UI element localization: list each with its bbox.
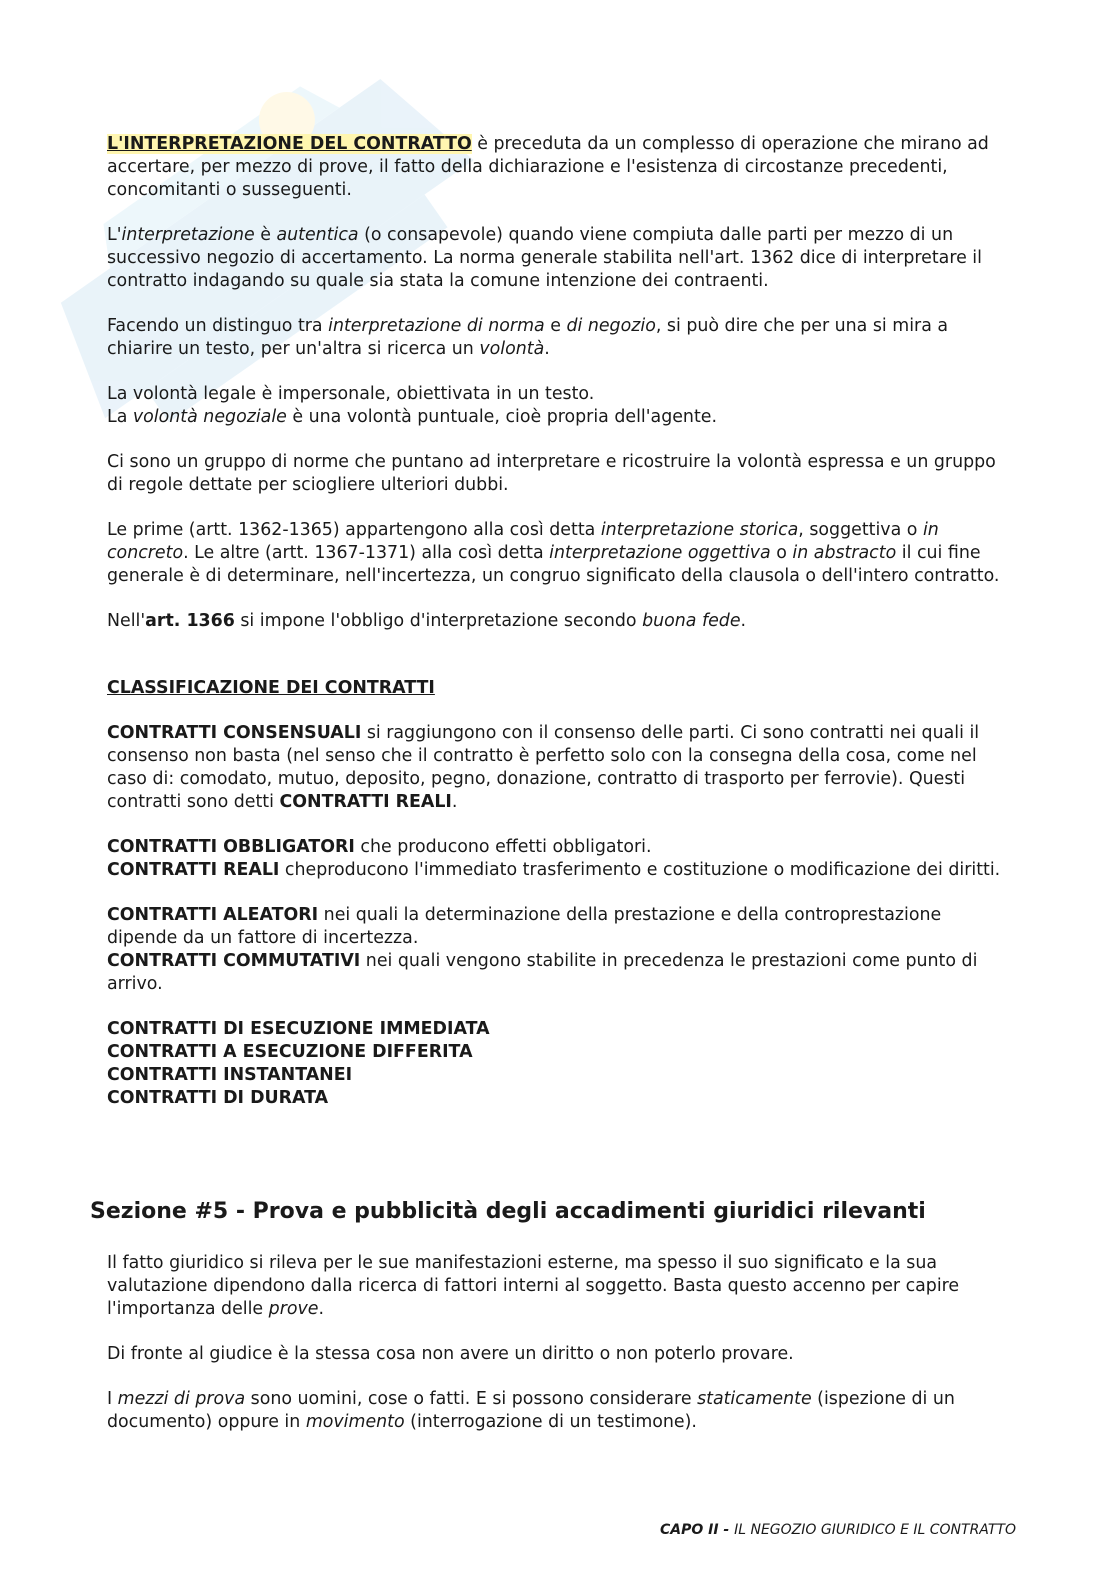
text-fragment-italic: mezzi di prova (117, 1389, 246, 1409)
main-content (107, 133, 1017, 1132)
text-fragment: nei quali la determinazione della prestazione e della controprestazione dipende da un fattore di incertezza. (107, 905, 942, 948)
text-fragment: cheproducono l'immediato trasferimento e costituzione o modificazione dei diritti. (279, 860, 1001, 880)
paragraph-historic-objective (107, 519, 1017, 588)
contract-type-item: CONTRATTI A ESECUZIONE DIFFERITA (107, 1042, 473, 1062)
text-fragment-italic: movimento (305, 1412, 405, 1432)
paragraph-interpretation-intro (107, 133, 1017, 202)
text-fragment-bold: CONTRATTI OBBLIGATORI (107, 837, 355, 857)
text-fragment: è (254, 225, 277, 245)
text-fragment: . (544, 339, 550, 359)
text-fragment: e (544, 316, 567, 336)
footer-chapter: CAPO II - (659, 1522, 735, 1538)
text-fragment: (o consapevole) quando viene compiuta dalle parti per mezzo di un successivo negozio di accertamento. La norma generale stabilita nell'art. 1362 dice di interpretare il contratto indagando su quale sia stata la comune intenzione dei contraenti. (107, 225, 982, 291)
text-fragment: , si può dire che per una si mira a chiarire un testo, per un'altra si ricerca un (107, 316, 949, 359)
text-fragment-bold: art. 1366 (145, 611, 235, 631)
paragraph-norm-vs-negozio (107, 315, 1017, 361)
paragraph-obligatory-real (107, 836, 1017, 882)
text-fragment-italic: di negozio (566, 316, 656, 336)
text-fragment-italic: interpretazione oggettiva (549, 543, 771, 563)
text-fragment: . (740, 611, 747, 631)
text-fragment: I (107, 1389, 118, 1409)
text-fragment: L' (107, 225, 122, 245)
text-fragment: il cui fine generale è di determinare, nell'incertezza, un congruo significato della clausola o dell'intero contratto. (107, 543, 1000, 586)
paragraph-text: è preceduta da un complesso di operazione che mirano ad accertare, per mezzo di prove, il fatto della dichiarazione e l'esistenza di circostanze precedenti, concomitanti o susseguenti. (107, 134, 989, 200)
text-fragment: . (318, 1299, 325, 1319)
section-title: Sezione #5 - Prova e pubblicità degli accadimenti giuridici rilevanti (90, 1199, 926, 1224)
page-footer (660, 1522, 1016, 1538)
text-fragment: Le prime (artt. 1362-1365) appartengono alla così detta (107, 520, 601, 540)
text-fragment-italic: volontà (479, 339, 545, 359)
paragraph-aleatory-commutative (107, 904, 1017, 996)
section-content (107, 1252, 1017, 1456)
text-fragment-bold: CONTRATTI COMMUTATIVI (107, 951, 361, 971)
contract-type-item: CONTRATTI DI DURATA (107, 1088, 329, 1108)
paragraph-legal-fact (107, 1252, 1017, 1321)
text-fragment-italic: interpretazione (121, 225, 255, 245)
paragraph-consensual (107, 722, 1017, 814)
text-fragment-italic: prove (268, 1299, 319, 1319)
text-fragment-italic: staticamente (697, 1389, 812, 1409)
text-fragment: , soggettiva o (798, 520, 923, 540)
text-fragment: La (107, 407, 133, 427)
text-fragment: Facendo un distinguo tra (107, 316, 329, 336)
text-fragment-bold: CONTRATTI REALI (107, 860, 280, 880)
text-fragment-bold: CONTRATTI ALEATORI (107, 905, 319, 925)
text-fragment-italic: interpretazione di norma (328, 316, 545, 336)
paragraph-means-of-proof (107, 1388, 1017, 1434)
paragraph-volonta (107, 383, 1017, 429)
text-fragment: nei quali vengono stabilite in precedenza le prestazioni come punto di arrivo. (107, 951, 978, 994)
footer-title: IL NEGOZIO GIURIDICO E IL CONTRATTO (734, 1522, 1016, 1538)
contract-types-list (107, 1018, 1017, 1110)
text-fragment: Nell' (107, 611, 146, 631)
text-fragment: . Le altre (artt. 1367-1371) alla così detta (183, 543, 550, 563)
text-fragment-italic: volontà negoziale (132, 407, 287, 427)
text-fragment-italic: autentica (276, 225, 359, 245)
text-fragment: (interrogazione di un testimone). (404, 1412, 697, 1432)
paragraph-authentic-interpretation (107, 224, 1017, 293)
text-line: La volontà legale è impersonale, obiettivata in un testo. (107, 384, 595, 404)
text-fragment: si raggiungono con il consenso delle parti. Ci sono contratti nei quali il consenso non basta (nel senso che il contratto è perfetto solo con la consegna della cosa, come nel caso di: comodato, mutuo, deposito, pegno, donazione, contratto di trasporto per ferrovie). Questi contratti sono detti (107, 723, 980, 812)
paragraph-norm-groups: Ci sono un gruppo di norme che puntano ad interpretare e ricostruire la volontà espressa e un gruppo di regole dettate per sciogliere ulteriori dubbi. (107, 452, 996, 495)
text-fragment: sono uomini, cose o fatti. E si possono considerare (245, 1389, 698, 1409)
text-fragment: si impone l'obbligo d'interpretazione secondo (234, 611, 643, 631)
classification-heading (107, 677, 1017, 700)
text-fragment: che producono effetti obbligatori. (354, 837, 652, 857)
text-fragment-italic: in abstracto (792, 543, 897, 563)
text-fragment-italic: buona fede (642, 611, 741, 631)
paragraph-judge: Di fronte al giudice è la stessa cosa non avere un diritto o non poterlo provare. (107, 1344, 794, 1364)
contract-type-item: CONTRATTI INSTANTANEI (107, 1065, 353, 1085)
text-fragment: è una volontà puntuale, cioè propria dell'agente. (286, 407, 717, 427)
paragraph-art-1366 (107, 610, 1017, 633)
text-fragment-italic: in concreto (107, 520, 939, 563)
classification-heading-text: CLASSIFICAZIONE DEI CONTRATTI (107, 678, 435, 698)
text-fragment: o (770, 543, 793, 563)
text-fragment: Il fatto giuridico si rileva per le sue manifestazioni esterne, ma spesso il suo significato e la sua valutazione dipendono dalla ricerca di fattori interni al soggetto. Basta questo accenno per capire l'importanza delle (107, 1253, 960, 1319)
text-fragment-bold: CONTRATTI CONSENSUALI (107, 723, 362, 743)
interpretation-title: L'INTERPRETAZIONE DEL CONTRATTO (107, 134, 472, 154)
text-fragment: . (451, 792, 458, 812)
text-fragment: (ispezione di un documento) oppure in (107, 1389, 955, 1432)
contract-type-item: CONTRATTI DI ESECUZIONE IMMEDIATA (107, 1019, 490, 1039)
text-fragment-bold: CONTRATTI REALI (279, 792, 452, 812)
text-fragment-italic: interpretazione storica (600, 520, 799, 540)
